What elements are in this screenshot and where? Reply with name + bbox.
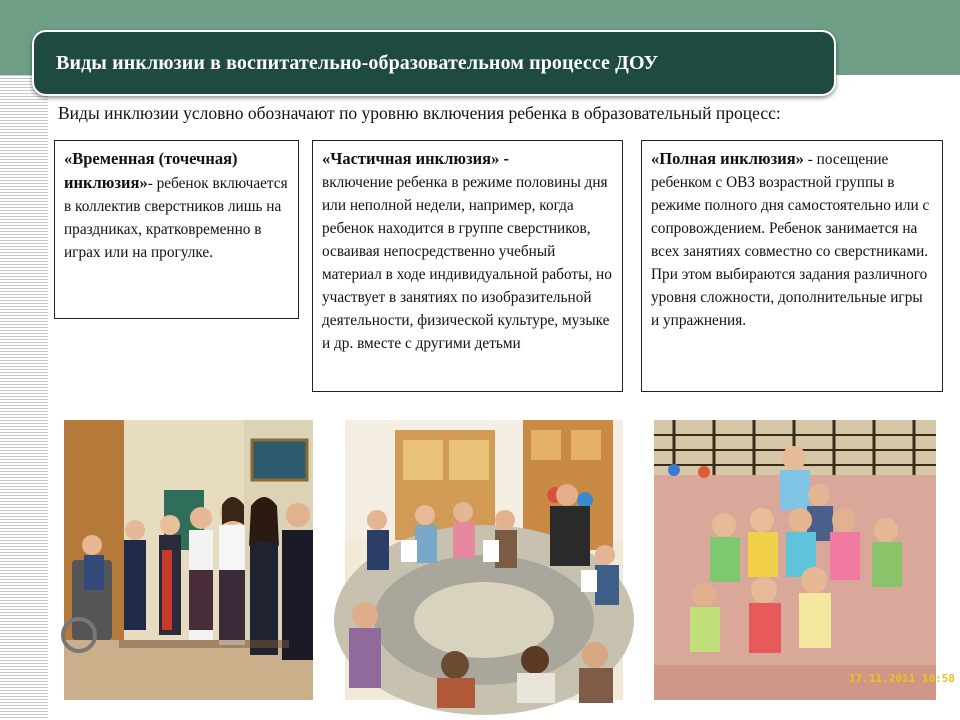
photo-event-wheelchair (64, 420, 313, 700)
full-inclusion-text: - посещение ребенком с ОВЗ возрастной группы в режиме полного дня самостоятельно или с сопровождением. Ребенок занимается на всех занятиях совместно со сверстниками. При этом выбираются задания различного уровня сложности, дополнительные игры и упражнения. (651, 151, 930, 329)
full-inclusion-term: «Полная инклюзия» (651, 149, 804, 168)
slide-title: Виды инклюзии в воспитательно-образовательном процессе ДОУ (56, 52, 659, 74)
intro-text: Виды инклюзии условно обозначают по уровню включения ребенка в образовательный процесс: (58, 103, 781, 123)
temporary-inclusion-term: «Временная (точечная) инклюзия» (64, 149, 238, 192)
temporary-inclusion-text: - ребенок включается в коллектив сверстников лишь на праздниках, кратковременно в играх или на прогулке. (64, 175, 288, 261)
photo-children-sitting-on-carpet (345, 420, 623, 700)
title-bar (32, 30, 836, 96)
partial-inclusion-text: включение ребенка в режиме половины дня или неполной недели, например, когда ребенок находится в группе сверстников, осваивая непосредственно учебный материал в ходе индивидуальной работы, но участвует в занятиях по изобразительной деятельности, физической культуре, музыке и др. вместе с другими детьми (322, 174, 612, 352)
photo-timestamp: 17.11.2011 10:58 (849, 672, 955, 685)
full-inclusion-box (641, 140, 943, 392)
temporary-inclusion-box (54, 140, 299, 319)
partial-inclusion-term: «Частичная инклюзия» - (322, 149, 509, 168)
left-stripes-decoration (0, 75, 48, 720)
photo-children-in-gym (654, 420, 955, 700)
partial-inclusion-box (312, 140, 623, 392)
